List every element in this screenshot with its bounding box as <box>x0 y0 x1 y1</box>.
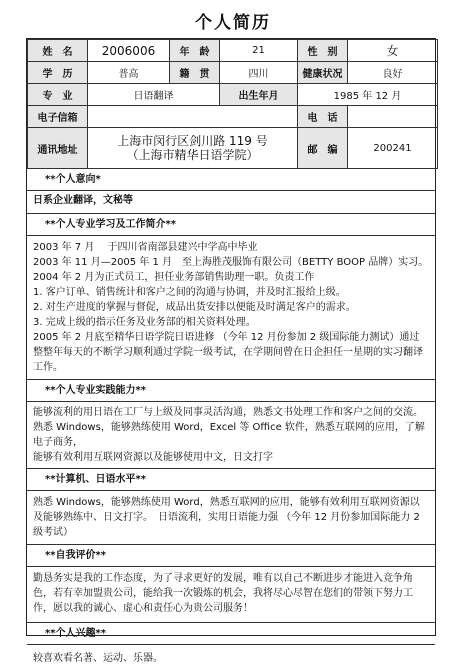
hobbies-header: **个人兴趣** <box>27 623 435 645</box>
experience-line: 2003 年 7 月 于四川省南部县建兴中学高中毕业 <box>33 242 258 253</box>
phone-label: 电 话 <box>298 106 348 128</box>
self-eval-body <box>27 567 435 622</box>
hometown-label: 籍 贯 <box>170 62 220 84</box>
education-value: 普高 <box>88 62 170 84</box>
skills-line: 能够有效利用互联网资源以及能够使用中文，日文打字 <box>33 452 273 463</box>
address-label: 通讯地址 <box>28 128 88 169</box>
email-value <box>88 106 298 128</box>
birth-label: 出生年月 <box>220 84 298 106</box>
basic-info-table <box>27 39 438 169</box>
hobbies-text: 较喜欢看名著、运动、乐器。 <box>33 653 163 664</box>
name-value: 2006006 <box>88 40 170 62</box>
skills-body <box>27 402 435 468</box>
skills-line: 能够流利的用日语在工厂与上级及同事灵活沟通，熟悉文书处理工作和客户之间的交流。 <box>33 407 423 418</box>
email-label: 电子信箱 <box>28 106 88 128</box>
birth-value: 1985 年 12 月 <box>298 84 438 106</box>
postcode-label: 邮 编 <box>298 128 348 169</box>
intent-text: 日系企业翻译，文秘等 <box>33 195 133 206</box>
computer-header: **计算机、日语水平** <box>27 469 435 491</box>
age-value: 21 <box>220 40 298 62</box>
skills-section <box>27 380 435 469</box>
computer-body <box>27 491 435 544</box>
postcode-value: 200241 <box>348 128 438 169</box>
health-value: 良好 <box>348 62 438 84</box>
major-label: 专 业 <box>28 84 88 106</box>
experience-body <box>27 236 435 379</box>
resume-sheet <box>26 38 436 664</box>
phone-value <box>348 106 438 128</box>
computer-line: 熟悉 Windows，能够熟练使用 Word，熟悉互联网的应用，能够有效利用互联网资源以及能够熟练中、日文打字。 日语流利，实用日语能力强 （今年 12 月份参加国际能力 2 级考试） <box>33 497 420 538</box>
experience-line: 1. 客户订单、销售统计和客户之间的沟通与协调，并及时汇报给上级。 <box>33 287 346 298</box>
gender-value: 女 <box>348 40 438 62</box>
major-value: 日语翻译 <box>88 84 220 106</box>
computer-section <box>27 469 435 545</box>
skills-header: **个人专业实践能力** <box>27 380 435 402</box>
health-label: 健康状况 <box>298 62 348 84</box>
skills-line: 熟悉 Windows，能够熟练使用 Word，Excel 等 Office 软件，熟悉互联网的应用，了解电子商务， <box>33 422 425 448</box>
self-eval-text: 勤恳务实是我的工作态度，为了寻求更好的发展，唯有以自己不断进步才能进入竞争角色，若有幸加盟贵公司，能给我一次锻炼的机会，我将尽心尽智在您们的带领下努力工作，愿以我的诚心、虚心和责任心为贵公司服务！ <box>33 573 413 614</box>
address-value <box>88 128 298 169</box>
self-eval-section <box>27 545 435 623</box>
hobbies-section <box>27 623 435 668</box>
address-line-2: （上海市精华日语学院） <box>126 148 259 162</box>
education-label: 学 历 <box>28 62 88 84</box>
experience-line: 2003 年 11 月—2005 年 1 月 至上海胜茂服饰有限公司（BETTY BOOP 品牌）实习。2004 年 2 月为正式员工，担任业务部销售助理一职。负责工作 <box>33 257 429 283</box>
experience-line: 3. 完成上级的指示任务及业务部的相关资料处理。 <box>33 317 256 328</box>
address-line-1: 上海市闵行区剑川路 119 号 <box>117 134 268 148</box>
intent-section <box>27 169 435 214</box>
hometown-value: 四川 <box>220 62 298 84</box>
experience-line: 2005 年 2 月底至精华日语学院日语进修 （今年 12 月份参加 2 级国际能力测试）通过整整年每天的不断学习顺利通过学院一级考试，在学期间曾在日企担任一星期的实习翻译工作。 <box>33 332 423 373</box>
name-label: 姓 名 <box>28 40 88 62</box>
experience-line: 2. 对生产进度的掌握与督促，成品出货安排以便能及时满足客户的需求。 <box>33 302 356 313</box>
self-eval-header: **自我评价** <box>27 545 435 567</box>
experience-header: **个人专业学习及工作简介** <box>27 214 435 236</box>
age-label: 年 龄 <box>170 40 220 62</box>
intent-body <box>27 191 435 213</box>
hobbies-body <box>27 645 435 668</box>
experience-section <box>27 214 435 380</box>
resume-title: 个人简历 <box>195 13 271 33</box>
gender-label: 性 别 <box>298 40 348 62</box>
intent-header: **个人意向* <box>27 169 435 191</box>
